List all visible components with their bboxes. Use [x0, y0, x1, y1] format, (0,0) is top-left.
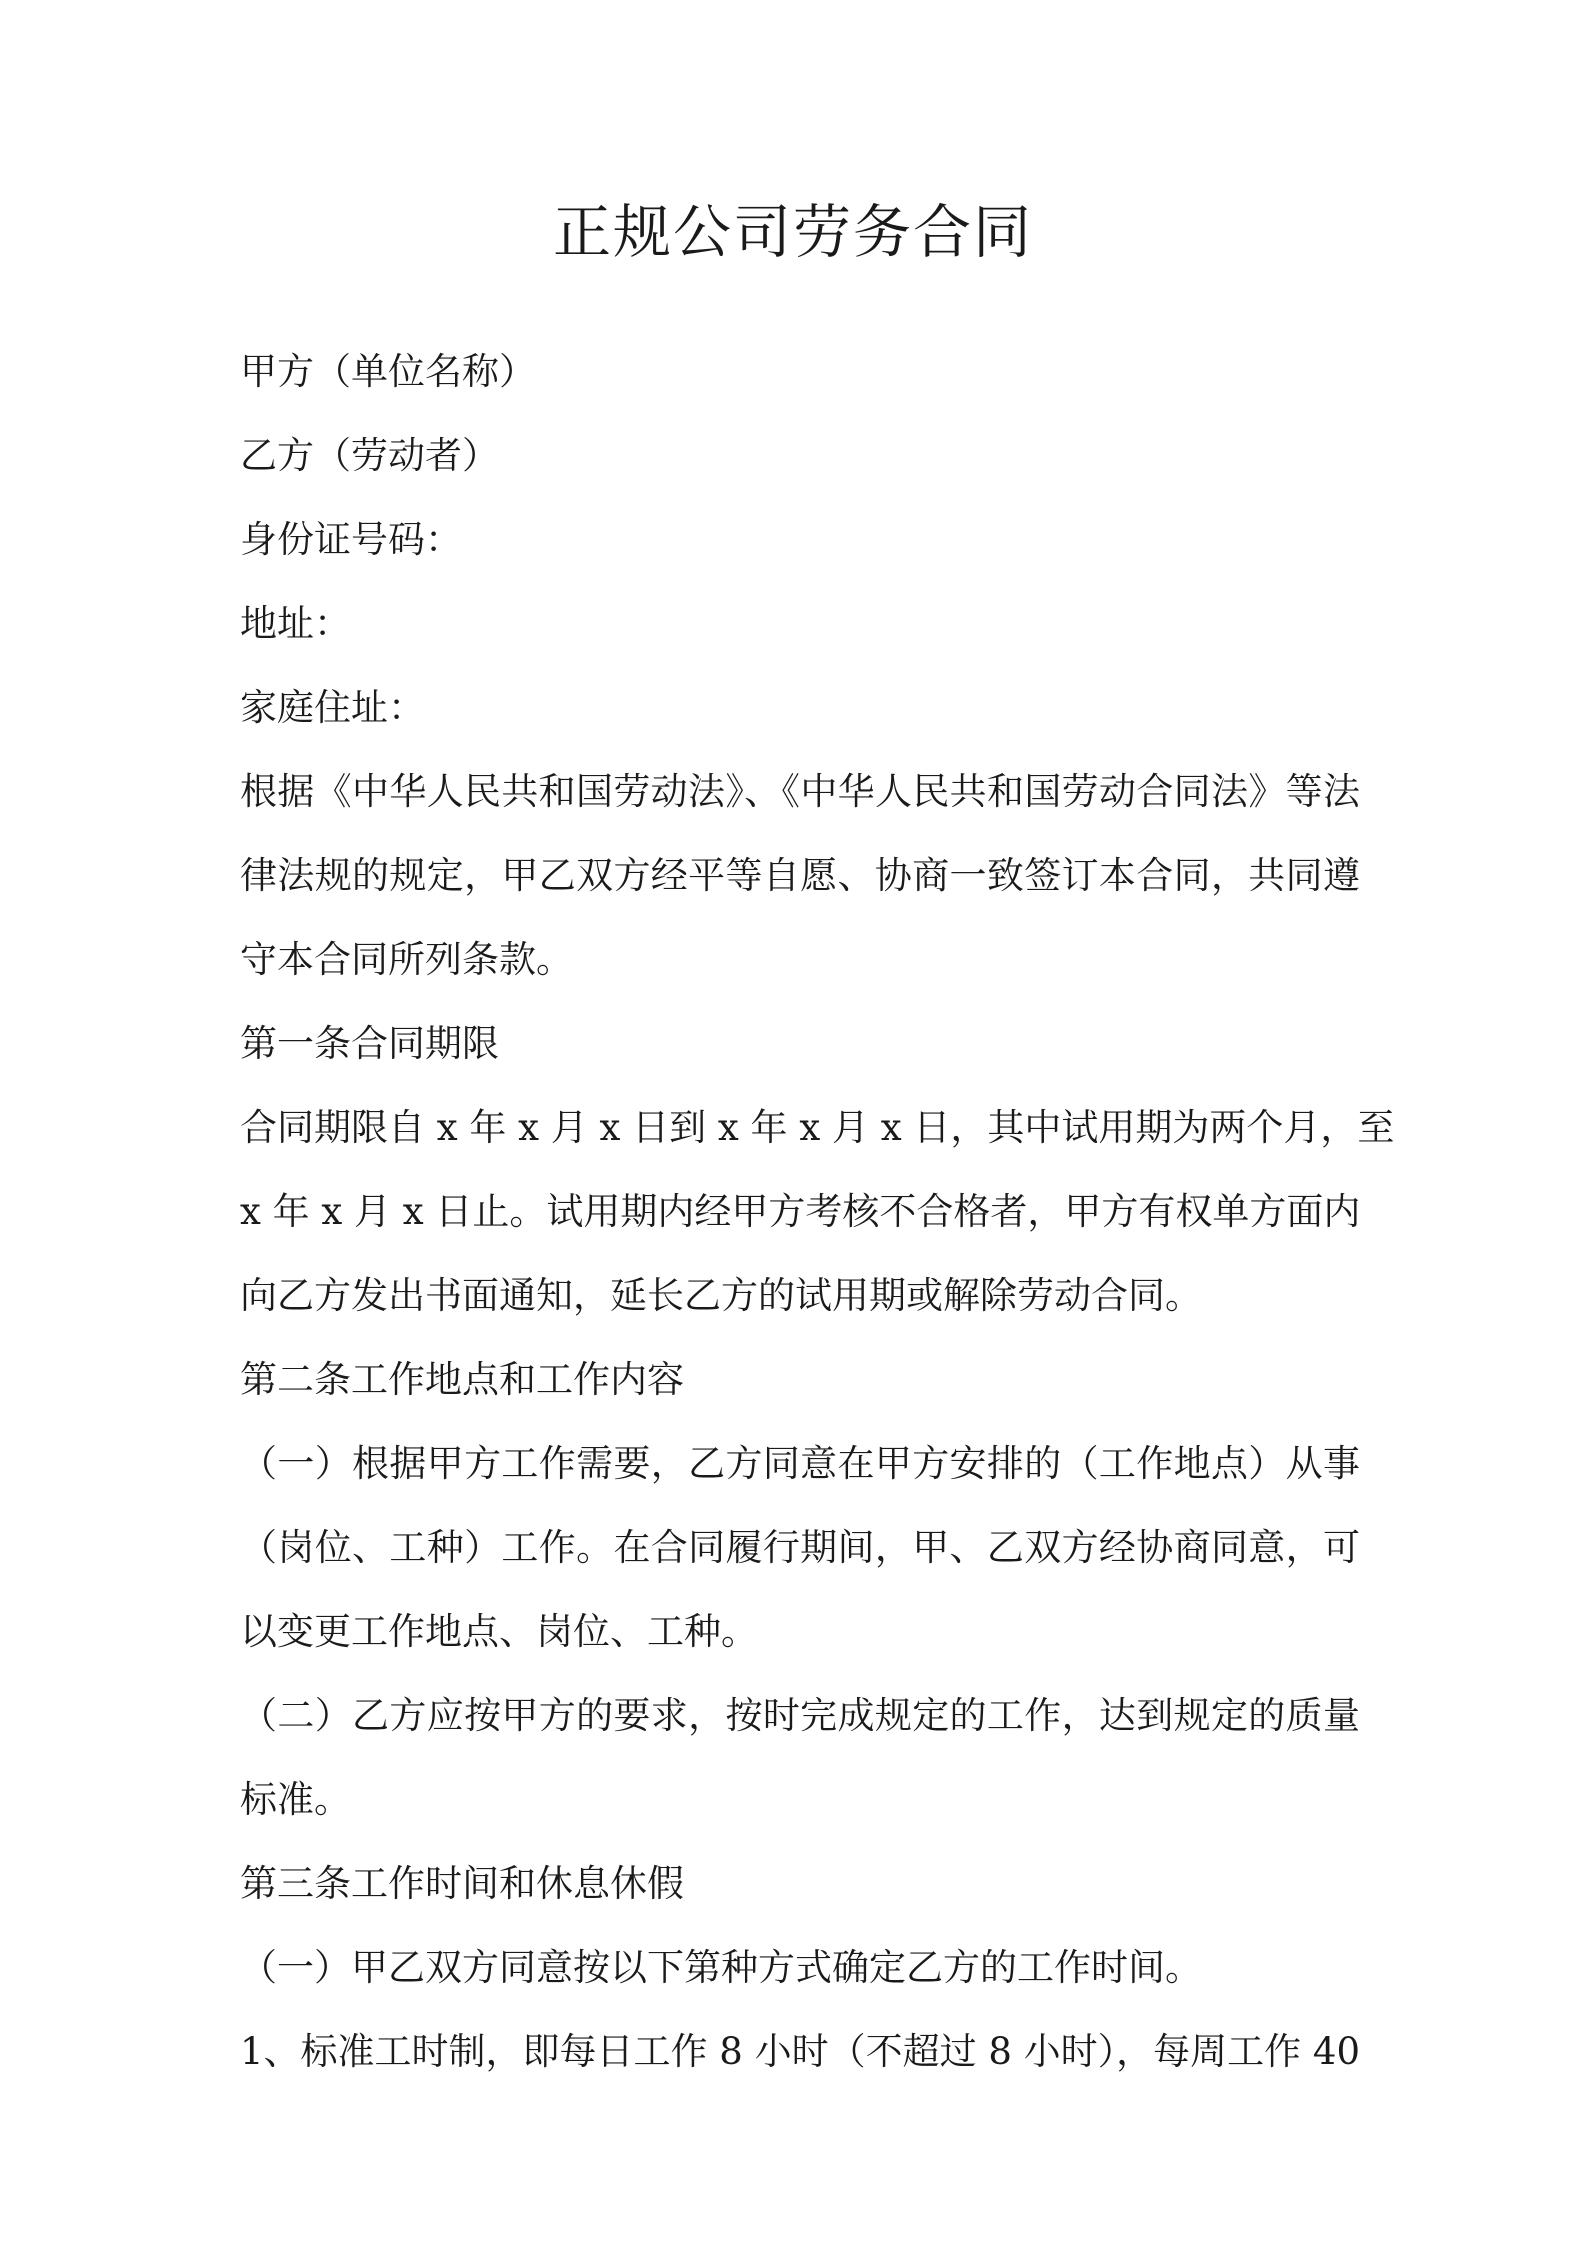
document-title: 正规公司劳务合同 — [552, 198, 1033, 266]
address-line: 地址： — [240, 602, 351, 645]
paragraph-line: 以变更工作地点、岗位、工种。 — [240, 1610, 758, 1653]
id-number-line: 身份证号码： — [240, 518, 462, 561]
paragraph-line: （岗位、工种）工作。在合同履行期间，甲、乙双方经协商同意，可 — [240, 1526, 1360, 1569]
article-heading: 第二条工作地点和工作内容 — [240, 1358, 684, 1401]
article-heading: 第一条合同期限 — [240, 1022, 499, 1065]
paragraph-line: （一）根据甲方工作需要，乙方同意在甲方安排的（工作地点）从事 — [240, 1442, 1360, 1485]
paragraph-line: 1、标准工时制，即每日工作 8 小时（不超过 8 小时），每周工作 40 — [240, 2030, 1361, 2073]
paragraph-line: 合同期限自 x 年 x 月 x 日到 x 年 x 月 x 日，其中试用期为两个月，至 — [240, 1106, 1395, 1149]
paragraph-line: 根据《中华人民共和国劳动法》、《中华人民共和国劳动合同法》等法 — [240, 770, 1360, 813]
paragraph-line: 标准。 — [240, 1778, 351, 1821]
paragraph-line: x 年 x 月 x 日止。试用期内经甲方考核不合格者，甲方有权单方面内 — [240, 1190, 1361, 1233]
party-a-line: 甲方（单位名称） — [240, 350, 536, 393]
home-address-line: 家庭住址： — [240, 686, 425, 729]
paragraph-line: 守本合同所列条款。 — [240, 938, 573, 981]
paragraph-line: 向乙方发出书面通知，延长乙方的试用期或解除劳动合同。 — [240, 1274, 1202, 1317]
paragraph-line: （一）甲乙双方同意按以下第种方式确定乙方的工作时间。 — [240, 1946, 1202, 1989]
article-heading: 第三条工作时间和休息休假 — [240, 1862, 684, 1905]
party-b-line: 乙方（劳动者） — [240, 434, 499, 477]
paragraph-line: 律法规的规定，甲乙双方经平等自愿、协商一致签订本合同，共同遵 — [240, 854, 1360, 897]
document-body — [240, 330, 1395, 2094]
paragraph-line: （二）乙方应按甲方的要求，按时完成规定的工作，达到规定的质量 — [240, 1694, 1360, 1737]
